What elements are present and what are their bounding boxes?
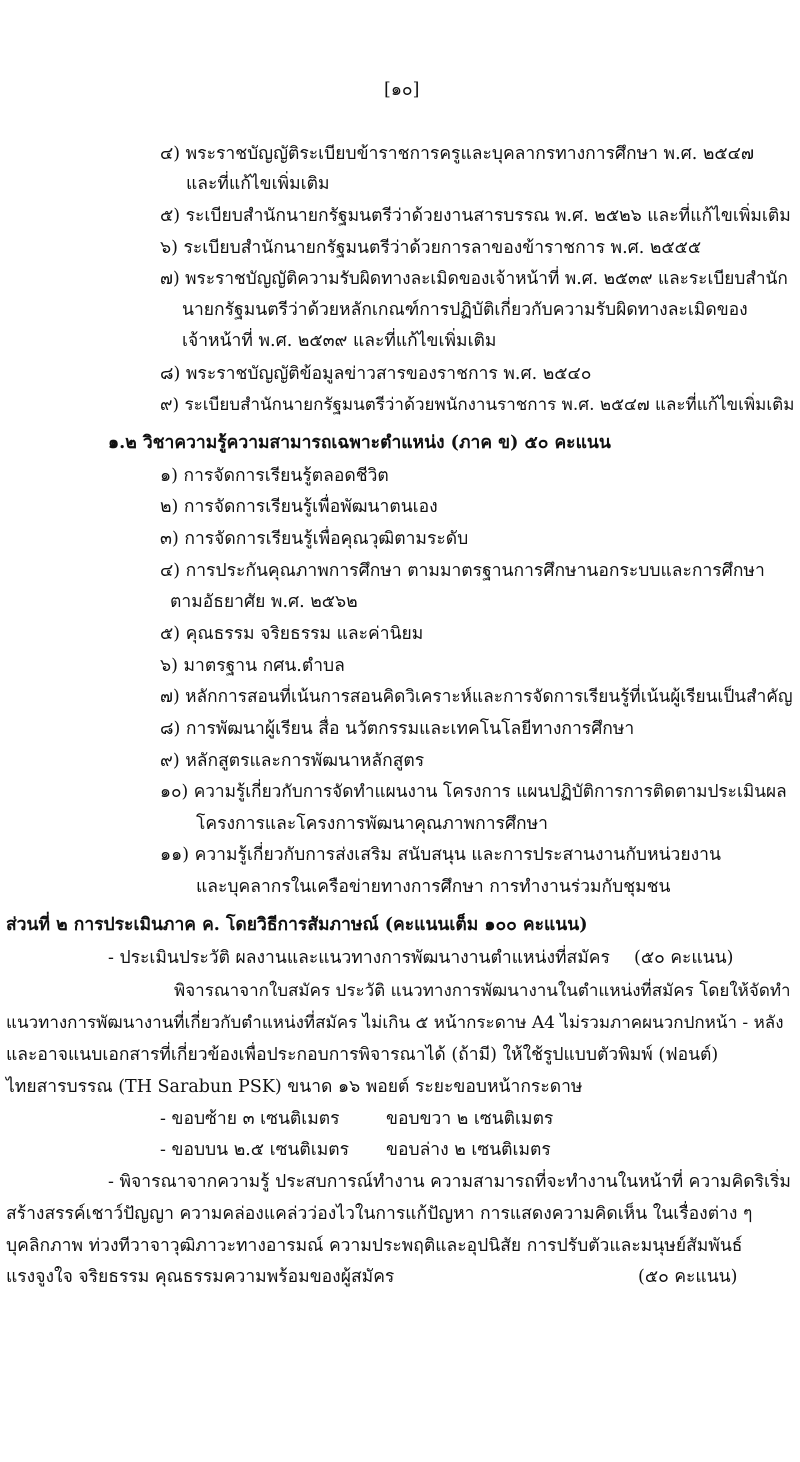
subject-item-7: ๗) หลักการสอนที่เน้นการสอนคิดวิเคราะห์และการจัดการเรียนรู้ที่เน้นผู้เรียนเป็นสำคัญ	[160, 687, 793, 707]
margin-top-spec: - ขอบบน ๒.๕ เซนติเมตร	[160, 1140, 350, 1160]
law-item-8: ๘) พระราชบัญญัติข้อมูลข่าวสารของราชการ พ.ศ. ๒๕๔๐	[160, 364, 592, 384]
interview-item-2-score: (๕๐ คะแนน)	[638, 1267, 738, 1287]
subject-item-1: ๑) การจัดการเรียนรู้ตลอดชีวิต	[160, 466, 389, 486]
subject-item-9: ๙) หลักสูตรและการพัฒนาหลักสูตร	[160, 751, 425, 771]
subject-item-2: ๒) การจัดการเรียนรู้เพื่อพัฒนาตนเอง	[160, 497, 438, 517]
criteria-paragraph-line-1: พิจารณาจากใบสมัคร ประวัติ แนวทางการพัฒนางานในตำแหน่งที่สมัคร โดยให้จัดทำ	[174, 981, 791, 1001]
margin-bottom-spec: ขอบล่าง ๒ เซนติเมตร	[386, 1140, 551, 1160]
margin-right-spec: ขอบขวา ๒ เซนติเมตร	[386, 1109, 554, 1129]
interview-item-1-score: (๕๐ คะแนน)	[634, 948, 734, 968]
subject-item-3: ๓) การจัดการเรียนรู้เพื่อคุณวุฒิตามระดับ	[160, 529, 469, 549]
interview-item-2-line-1: - พิจารณาจากความรู้ ประสบการณ์ทำงาน ความสามารถที่จะทำงานในหน้าที่ ความคิดริเริ่ม	[108, 1172, 791, 1192]
interview-item-2-line-3: บุคลิกภาพ ท่วงทีวาจาวุฒิภาวะทางอารมณ์ ความประพฤติและอุปนิสัย การปรับตัวและมนุษย์สัมพันธ์	[6, 1236, 743, 1256]
law-item-7-cont-1: นายกรัฐมนตรีว่าด้วยหลักเกณฑ์การปฏิบัติเกี่ยวกับความรับผิดทางละเมิดของ	[182, 300, 748, 320]
criteria-paragraph-line-3: และอาจแนบเอกสารที่เกี่ยวข้องเพื่อประกอบการพิจารณาได้ (ถ้ามี) ให้ใช้รูปแบบตัวพิมพ์ (ฟอนต์)	[6, 1045, 719, 1065]
subject-item-4: ๔) การประกันคุณภาพการศึกษา ตามมาตรฐานการศึกษานอกระบบและการศึกษา	[160, 561, 765, 581]
part-2-heading: ส่วนที่ ๒ การประเมินภาค ค. โดยวิธีการสัมภาษณ์ (คะแนนเต็ม ๑๐๐ คะแนน)	[6, 915, 588, 935]
subject-item-10: ๑๐) ความรู้เกี่ยวกับการจัดทำแผนงาน โครงการ แผนปฏิบัติการการติดตามประเมินผล	[160, 782, 787, 802]
page-number: [๑๐]	[384, 80, 420, 100]
criteria-paragraph-line-4: ไทยสารบรรณ (TH Sarabun PSK) ขนาด ๑๖ พอยต์ ระยะขอบหน้ากระดาษ	[6, 1077, 583, 1097]
interview-item-1: - ประเมินประวัติ ผลงานและแนวทางการพัฒนางานตำแหน่งที่สมัคร	[108, 948, 610, 968]
interview-item-2-line-2: สร้างสรรค์เชาว์ปัญญา ความคล่องแคล่วว่องไวในการแก้ปัญหา การแสดงความคิดเห็น ในเรื่องต่าง ๆ	[6, 1204, 753, 1224]
subject-item-11: ๑๑) ความรู้เกี่ยวกับการส่งเสริม สนับสนุน และการประสานงานกับหน่วยงาน	[160, 845, 721, 865]
subject-item-8: ๘) การพัฒนาผู้เรียน สื่อ นวัตกรรมและเทคโนโลยีทางการศึกษา	[160, 719, 635, 739]
subject-item-5: ๕) คุณธรรม จริยธรรม และค่านิยม	[160, 624, 424, 644]
margin-left-spec: - ขอบซ้าย ๓ เซนติเมตร	[160, 1109, 340, 1129]
subject-item-10-cont: โครงการและโครงการพัฒนาคุณภาพการศึกษา	[196, 814, 549, 834]
criteria-paragraph-line-2: แนวทางการพัฒนางานที่เกี่ยวกับตำแหน่งที่สมัคร ไม่เกิน ๕ หน้ากระดาษ A4 ไม่รวมภาคผนวกปกหน้า - หลัง	[6, 1013, 784, 1033]
subject-item-4-cont: ตามอัธยาศัย พ.ศ. ๒๕๖๒	[170, 592, 358, 612]
law-item-7: ๗) พระราชบัญญัติความรับผิดทางละเมิดของเจ้าหน้าที่ พ.ศ. ๒๕๓๙ และระเบียบสำนัก	[160, 269, 788, 289]
subject-item-6: ๖) มาตรฐาน กศน.ตำบล	[160, 656, 345, 676]
subject-item-11-cont: และบุคลากรในเครือข่ายทางการศึกษา การทำงานร่วมกับชุมชน	[196, 877, 671, 897]
interview-item-2-line-4: แรงจูงใจ จริยธรรม คุณธรรมความพร้อมของผู้สมัคร	[6, 1267, 395, 1287]
law-item-4-cont: และที่แก้ไขเพิ่มเติม	[186, 174, 330, 194]
law-item-7-cont-2: เจ้าหน้าที่ พ.ศ. ๒๕๓๙ และที่แก้ไขเพิ่มเติม	[182, 331, 497, 351]
law-item-6: ๖) ระเบียบสำนักนายกรัฐมนตรีว่าด้วยการลาของข้าราชการ พ.ศ. ๒๕๕๕	[160, 238, 702, 258]
law-item-5: ๕) ระเบียบสำนักนายกรัฐมนตรีว่าด้วยงานสารบรรณ พ.ศ. ๒๕๒๖ และที่แก้ไขเพิ่มเติม	[160, 206, 791, 226]
section-1-2-heading: ๑.๒ วิชาความรู้ความสามารถเฉพาะตำแหน่ง (ภาค ข) ๕๐ คะแนน	[108, 433, 611, 453]
law-item-9: ๙) ระเบียบสำนักนายกรัฐมนตรีว่าด้วยพนักงานราชการ พ.ศ. ๒๕๔๗ และที่แก้ไขเพิ่มเติม	[160, 395, 795, 415]
law-item-4: ๔) พระราชบัญญัติระเบียบข้าราชการครูและบุคลากรทางการศึกษา พ.ศ. ๒๕๔๗	[160, 144, 755, 164]
